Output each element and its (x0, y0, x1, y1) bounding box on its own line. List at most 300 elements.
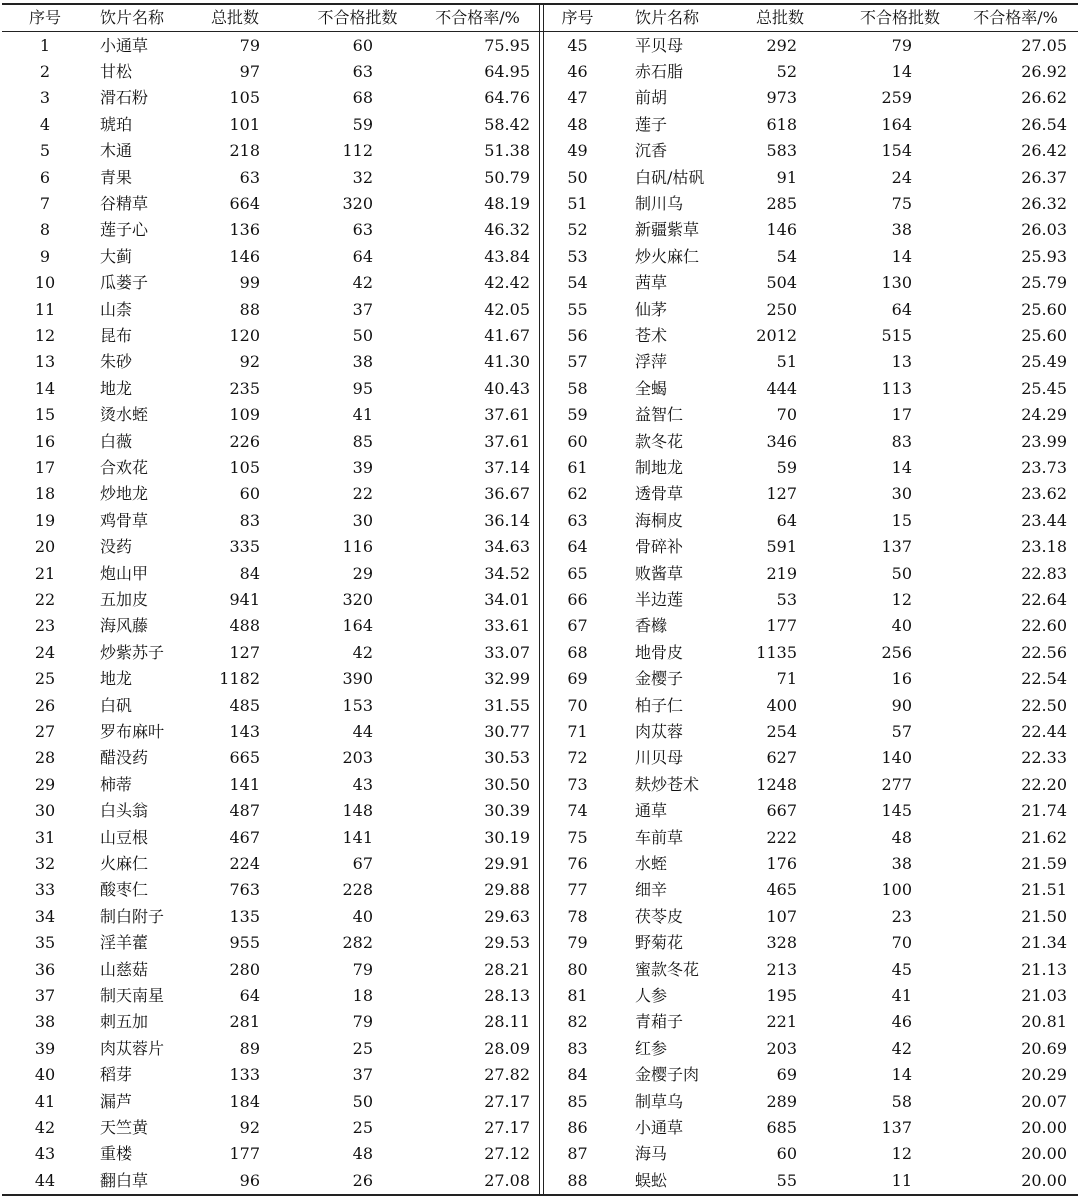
table-cell-seq: 23 (34, 616, 56, 636)
table-cell-seq: 2 (39, 61, 51, 81)
table-cell-seq: 80 (567, 959, 588, 979)
table-cell-name: 金樱子肉 (635, 1065, 700, 1085)
table-cell-name: 人参 (635, 985, 668, 1005)
table-cell-name: 败酱草 (635, 563, 684, 583)
table-cell-failed: 282 (342, 933, 373, 953)
table-cell-seq: 49 (567, 141, 588, 161)
table-cell-total: 591 (766, 537, 797, 557)
table-cell-seq: 8 (39, 220, 51, 240)
table-cell-rate: 34.01 (484, 589, 530, 609)
table-cell-rate: 21.51 (1021, 880, 1067, 900)
table-cell-seq: 71 (567, 721, 588, 741)
table-cell-name: 蜈蚣 (635, 1170, 668, 1190)
table-cell-total: 583 (766, 141, 797, 161)
table-cell-total: 224 (229, 853, 260, 873)
table-cell-seq: 29 (34, 774, 56, 794)
table-cell-rate: 36.67 (484, 484, 530, 504)
table-cell-rate: 26.62 (1021, 88, 1067, 108)
table-cell-rate: 20.00 (1021, 1117, 1067, 1137)
table-cell-rate: 30.77 (484, 721, 530, 741)
left-seq-header: 序号 (28, 8, 61, 27)
table-cell-name: 制地龙 (635, 457, 684, 477)
table-cell-rate: 37.61 (484, 405, 530, 425)
table-cell-seq: 6 (39, 167, 51, 187)
right-seq-header: 序号 (561, 8, 594, 27)
table-cell-rate: 37.61 (484, 431, 530, 451)
table-cell-rate: 25.49 (1021, 352, 1067, 372)
table-cell-name: 赤石脂 (635, 61, 684, 81)
table-cell-rate: 22.56 (1021, 642, 1067, 662)
table-cell-rate: 31.55 (484, 695, 530, 715)
table-cell-seq: 74 (567, 801, 588, 821)
table-cell-failed: 14 (891, 457, 912, 477)
table-cell-name: 青葙子 (635, 1012, 684, 1032)
table-cell-seq: 58 (567, 378, 588, 398)
table-cell-failed: 153 (342, 695, 373, 715)
table-cell-failed: 515 (881, 325, 912, 345)
table-cell-seq: 65 (567, 563, 588, 583)
table-cell-failed: 58 (891, 1091, 912, 1111)
table-cell-seq: 39 (34, 1038, 56, 1058)
table-cell-name: 炒地龙 (100, 484, 149, 504)
table-cell-name: 烫水蛭 (100, 405, 149, 425)
table-cell-failed: 259 (881, 88, 912, 108)
table-cell-rate: 30.50 (484, 774, 530, 794)
table-cell-total: 335 (229, 537, 260, 557)
table-cell-name: 醋没药 (100, 748, 149, 768)
table-cell-seq: 76 (567, 853, 588, 873)
table-cell-failed: 75 (891, 193, 912, 213)
table-cell-name: 茜草 (635, 273, 668, 293)
table-cell-total: 289 (766, 1091, 797, 1111)
table-cell-failed: 24 (891, 167, 912, 187)
table-cell-total: 127 (229, 642, 260, 662)
table-cell-rate: 27.17 (484, 1117, 530, 1137)
table-cell-rate: 21.34 (1021, 933, 1067, 953)
table-cell-failed: 164 (881, 114, 912, 134)
table-cell-rate: 25.45 (1021, 378, 1067, 398)
table-cell-total: 2012 (756, 325, 797, 345)
table-cell-rate: 20.07 (1021, 1091, 1067, 1111)
table-cell-name: 酸枣仁 (100, 880, 149, 900)
table-cell-seq: 47 (567, 88, 588, 108)
table-cell-name: 通草 (635, 801, 668, 821)
table-cell-rate: 46.32 (484, 220, 530, 240)
table-cell-total: 141 (229, 774, 260, 794)
table-cell-failed: 277 (881, 774, 912, 794)
table-cell-rate: 23.44 (1021, 510, 1067, 530)
table-cell-total: 292 (766, 35, 797, 55)
table-cell-name: 制川乌 (635, 193, 684, 213)
table-cell-seq: 55 (567, 299, 588, 319)
table-cell-rate: 28.09 (484, 1038, 530, 1058)
table-cell-total: 52 (776, 61, 797, 81)
table-cell-name: 地龙 (100, 669, 133, 689)
table-cell-failed: 154 (881, 141, 912, 161)
table-cell-rate: 27.12 (484, 1144, 530, 1164)
table-cell-failed: 64 (891, 299, 912, 319)
table-cell-name: 重楼 (100, 1144, 133, 1164)
table-cell-name: 白矾/枯矾 (635, 167, 705, 187)
table-cell-total: 465 (766, 880, 797, 900)
table-cell-rate: 28.11 (484, 1012, 530, 1032)
table-cell-name: 木通 (100, 141, 133, 161)
table-cell-rate: 64.76 (484, 88, 530, 108)
table-cell-rate: 20.00 (1021, 1170, 1067, 1190)
table-cell-name: 川贝母 (635, 748, 684, 768)
table-cell-failed: 14 (891, 1065, 912, 1085)
table-cell-rate: 42.42 (484, 273, 530, 293)
table-cell-total: 346 (766, 431, 797, 451)
table-cell-rate: 34.63 (484, 537, 530, 557)
table-cell-total: 176 (766, 853, 797, 873)
table-cell-total: 219 (766, 563, 797, 583)
table-cell-seq: 7 (39, 193, 51, 213)
table-cell-total: 941 (229, 589, 260, 609)
table-cell-failed: 63 (352, 220, 373, 240)
table-cell-failed: 40 (891, 616, 912, 636)
left-total-header: 总批数 (210, 8, 259, 27)
right-name-header: 饮片名称 (635, 8, 700, 27)
table-cell-rate: 41.30 (484, 352, 530, 372)
table-cell-rate: 21.59 (1021, 853, 1067, 873)
table-cell-name: 海风藤 (100, 616, 149, 636)
table-cell-name: 刺五加 (100, 1012, 149, 1032)
table-cell-total: 91 (776, 167, 797, 187)
table-cell-total: 1135 (756, 642, 797, 662)
table-cell-rate: 58.42 (484, 114, 530, 134)
table-cell-rate: 22.83 (1021, 563, 1067, 583)
bottom-rule (2, 1194, 1078, 1196)
table-cell-failed: 130 (881, 273, 912, 293)
table-cell-name: 野菊花 (635, 933, 684, 953)
table-cell-rate: 22.33 (1021, 748, 1067, 768)
table-cell-seq: 40 (34, 1065, 56, 1085)
center-divider-right (543, 3, 544, 1195)
table-cell-rate: 29.91 (484, 853, 530, 873)
table-cell-rate: 41.67 (484, 325, 530, 345)
table-cell-rate: 23.62 (1021, 484, 1067, 504)
table-cell-total: 195 (766, 985, 797, 1005)
table-cell-seq: 12 (34, 325, 56, 345)
table-cell-name: 昆布 (100, 325, 133, 345)
table-cell-rate: 48.19 (484, 193, 530, 213)
table-cell-total: 444 (766, 378, 797, 398)
table-cell-seq: 72 (567, 748, 588, 768)
table-cell-failed: 70 (891, 933, 912, 953)
table-cell-seq: 33 (34, 880, 56, 900)
table-cell-total: 487 (229, 801, 260, 821)
table-cell-name: 地骨皮 (635, 642, 684, 662)
table-cell-failed: 320 (342, 589, 373, 609)
table-cell-name: 琥珀 (100, 114, 133, 134)
table-cell-seq: 21 (34, 563, 56, 583)
table-cell-failed: 48 (352, 1144, 373, 1164)
table-cell-rate: 33.07 (484, 642, 530, 662)
table-cell-name: 稻芽 (100, 1065, 133, 1085)
table-cell-seq: 75 (567, 827, 588, 847)
table-cell-failed: 67 (352, 853, 373, 873)
table-cell-name: 莲子 (635, 114, 668, 134)
table-cell-failed: 11 (891, 1170, 912, 1190)
table-cell-rate: 27.17 (484, 1091, 530, 1111)
table-cell-rate: 34.52 (484, 563, 530, 583)
table-cell-rate: 26.54 (1021, 114, 1067, 134)
table-cell-total: 146 (229, 246, 260, 266)
table-cell-name: 合欢花 (100, 457, 149, 477)
table-cell-name: 柏子仁 (635, 695, 684, 715)
table-cell-failed: 63 (352, 61, 373, 81)
table-cell-rate: 26.37 (1021, 167, 1067, 187)
table-cell-failed: 79 (352, 959, 373, 979)
table-cell-rate: 28.13 (484, 985, 530, 1005)
table-cell-rate: 26.42 (1021, 141, 1067, 161)
table-cell-total: 280 (229, 959, 260, 979)
table-cell-name: 小通草 (100, 35, 149, 55)
table-cell-total: 64 (239, 985, 260, 1005)
table-cell-failed: 57 (891, 721, 912, 741)
table-cell-seq: 38 (34, 1012, 56, 1032)
table-cell-name: 山豆根 (100, 827, 149, 847)
table-cell-total: 955 (229, 933, 260, 953)
table-cell-failed: 112 (342, 141, 373, 161)
table-cell-total: 92 (239, 1117, 260, 1137)
table-cell-failed: 25 (352, 1117, 373, 1137)
table-cell-seq: 73 (567, 774, 588, 794)
table-cell-failed: 38 (891, 220, 912, 240)
table-cell-failed: 390 (342, 669, 373, 689)
table-cell-failed: 13 (891, 352, 912, 372)
table-cell-rate: 32.99 (484, 669, 530, 689)
table-cell-rate: 21.74 (1021, 801, 1067, 821)
table-cell-seq: 82 (567, 1012, 588, 1032)
table-cell-seq: 84 (567, 1065, 588, 1085)
table-cell-rate: 27.82 (484, 1065, 530, 1085)
table-cell-failed: 14 (891, 61, 912, 81)
table-cell-rate: 30.39 (484, 801, 530, 821)
table-cell-seq: 56 (567, 325, 588, 345)
table-cell-failed: 43 (352, 774, 373, 794)
table-cell-failed: 37 (352, 299, 373, 319)
table-cell-total: 64 (776, 510, 797, 530)
table-cell-total: 281 (229, 1012, 260, 1032)
table-cell-total: 70 (776, 405, 797, 425)
table-cell-name: 朱砂 (100, 352, 133, 372)
table-cell-total: 1248 (756, 774, 797, 794)
table-cell-seq: 62 (567, 484, 588, 504)
table-cell-failed: 14 (891, 246, 912, 266)
table-cell-failed: 50 (352, 1091, 373, 1111)
table-cell-total: 79 (239, 35, 260, 55)
table-cell-failed: 137 (881, 1117, 912, 1137)
table-cell-seq: 4 (39, 114, 51, 134)
table-cell-total: 226 (229, 431, 260, 451)
table-cell-name: 淫羊藿 (100, 933, 149, 953)
table-cell-seq: 10 (34, 273, 56, 293)
table-cell-total: 184 (229, 1091, 260, 1111)
table-cell-total: 763 (229, 880, 260, 900)
table-cell-total: 467 (229, 827, 260, 847)
table-cell-name: 漏芦 (100, 1091, 133, 1111)
table-cell-name: 肉苁蓉 (635, 721, 684, 741)
table-cell-failed: 203 (342, 748, 373, 768)
table-cell-rate: 26.32 (1021, 193, 1067, 213)
table-cell-name: 柿蒂 (100, 774, 133, 794)
table-cell-seq: 37 (34, 985, 56, 1005)
table-cell-seq: 70 (567, 695, 588, 715)
table-cell-name: 瓜蒌子 (100, 273, 149, 293)
table-cell-failed: 90 (891, 695, 912, 715)
left-failed-header: 不合格批数 (317, 8, 398, 27)
table-cell-name: 谷精草 (100, 193, 149, 213)
table-cell-seq: 81 (567, 985, 588, 1005)
table-cell-rate: 22.44 (1021, 721, 1067, 741)
table-cell-total: 120 (229, 325, 260, 345)
table-cell-name: 翻白草 (100, 1170, 149, 1190)
table-cell-name: 青果 (100, 167, 133, 187)
center-divider-left (539, 3, 540, 1195)
table-cell-seq: 24 (34, 642, 56, 662)
table-cell-failed: 16 (891, 669, 912, 689)
table-cell-failed: 145 (881, 801, 912, 821)
table-cell-seq: 41 (34, 1091, 56, 1111)
right-total-header: 总批数 (755, 8, 804, 27)
table-cell-seq: 54 (567, 273, 588, 293)
table-cell-name: 制白附子 (100, 906, 165, 926)
table-cell-total: 107 (766, 906, 797, 926)
table-cell-rate: 23.73 (1021, 457, 1067, 477)
left-name-header: 饮片名称 (100, 8, 165, 27)
table-cell-name: 骨碎补 (635, 537, 684, 557)
table-cell-failed: 256 (881, 642, 912, 662)
table-cell-failed: 22 (352, 484, 373, 504)
table-cell-total: 60 (776, 1144, 797, 1164)
table-cell-failed: 39 (352, 457, 373, 477)
table-cell-seq: 42 (34, 1117, 56, 1137)
table-cell-failed: 83 (891, 431, 912, 451)
table-cell-seq: 26 (34, 695, 56, 715)
table-cell-total: 213 (766, 959, 797, 979)
table-cell-name: 白薇 (100, 431, 133, 451)
table-cell-failed: 50 (891, 563, 912, 583)
table-cell-total: 627 (766, 748, 797, 768)
table-cell-rate: 26.03 (1021, 220, 1067, 240)
table-cell-total: 665 (229, 748, 260, 768)
table-cell-rate: 20.29 (1021, 1065, 1067, 1085)
table-cell-total: 96 (239, 1170, 260, 1190)
table-cell-total: 63 (239, 167, 260, 187)
table-cell-rate: 30.53 (484, 748, 530, 768)
table-cell-seq: 13 (34, 352, 56, 372)
table-cell-failed: 29 (352, 563, 373, 583)
table-cell-name: 海马 (635, 1144, 668, 1164)
table-cell-name: 白头翁 (100, 801, 149, 821)
table-cell-rate: 33.61 (484, 616, 530, 636)
table-cell-seq: 27 (34, 721, 56, 741)
table-cell-seq: 59 (567, 405, 588, 425)
table-cell-seq: 19 (34, 510, 56, 530)
table-cell-name: 水蛭 (635, 853, 668, 873)
table-cell-seq: 66 (567, 589, 588, 609)
table-cell-total: 55 (776, 1170, 797, 1190)
table-cell-total: 69 (776, 1065, 797, 1085)
table-cell-seq: 18 (34, 484, 56, 504)
table-cell-rate: 25.93 (1021, 246, 1067, 266)
table-cell-name: 香橼 (635, 616, 668, 636)
table-cell-failed: 79 (891, 35, 912, 55)
table-cell-failed: 68 (352, 88, 373, 108)
table-cell-failed: 44 (352, 721, 373, 741)
table-cell-seq: 86 (567, 1117, 588, 1137)
table-cell-seq: 22 (34, 589, 56, 609)
table-cell-seq: 14 (34, 378, 56, 398)
table-cell-failed: 59 (352, 114, 373, 134)
table-cell-seq: 79 (567, 933, 588, 953)
table-cell-total: 101 (229, 114, 260, 134)
table-cell-total: 127 (766, 484, 797, 504)
table-cell-total: 328 (766, 933, 797, 953)
table-cell-seq: 36 (34, 959, 56, 979)
right-rate-header: 不合格率/% (973, 8, 1058, 27)
table-cell-rate: 36.14 (484, 510, 530, 530)
table-cell-name: 大蓟 (100, 246, 133, 266)
table-cell-rate: 20.69 (1021, 1038, 1067, 1058)
table-cell-name: 细辛 (635, 880, 668, 900)
table-cell-total: 485 (229, 695, 260, 715)
table-cell-failed: 164 (342, 616, 373, 636)
table-cell-total: 285 (766, 193, 797, 213)
table-cell-name: 半边莲 (635, 589, 684, 609)
table-cell-rate: 29.63 (484, 906, 530, 926)
table-cell-seq: 46 (567, 61, 588, 81)
table-cell-name: 滑石粉 (100, 88, 149, 108)
table-cell-name: 制草乌 (635, 1091, 684, 1111)
table-cell-total: 221 (766, 1012, 797, 1032)
table-cell-total: 59 (776, 457, 797, 477)
table-cell-name: 山柰 (100, 299, 133, 319)
table-cell-total: 71 (776, 669, 797, 689)
right-failed-header: 不合格批数 (859, 8, 940, 27)
table-cell-rate: 20.81 (1021, 1012, 1067, 1032)
table-cell-failed: 42 (352, 273, 373, 293)
table-cell-failed: 60 (352, 35, 373, 55)
table-cell-rate: 22.54 (1021, 669, 1067, 689)
table-cell-failed: 42 (891, 1038, 912, 1058)
table-cell-seq: 51 (567, 193, 588, 213)
table-cell-total: 618 (766, 114, 797, 134)
table-cell-failed: 141 (342, 827, 373, 847)
table-cell-failed: 85 (352, 431, 373, 451)
table-cell-seq: 67 (567, 616, 588, 636)
table-cell-failed: 48 (891, 827, 912, 847)
table-cell-rate: 22.60 (1021, 616, 1067, 636)
table-cell-rate: 26.92 (1021, 61, 1067, 81)
table-cell-rate: 40.43 (484, 378, 530, 398)
table-cell-rate: 23.99 (1021, 431, 1067, 451)
table-cell-total: 177 (229, 1144, 260, 1164)
table-cell-failed: 12 (891, 589, 912, 609)
table-cell-rate: 21.13 (1021, 959, 1067, 979)
table-cell-rate: 37.14 (484, 457, 530, 477)
table-cell-seq: 11 (34, 299, 56, 319)
table-cell-name: 小通草 (635, 1117, 684, 1137)
table-cell-seq: 60 (567, 431, 588, 451)
table-cell-failed: 137 (881, 537, 912, 557)
table-cell-failed: 38 (352, 352, 373, 372)
table-cell-seq: 9 (39, 246, 51, 266)
table-cell-seq: 20 (34, 537, 56, 557)
table-cell-name: 罗布麻叶 (100, 721, 165, 741)
